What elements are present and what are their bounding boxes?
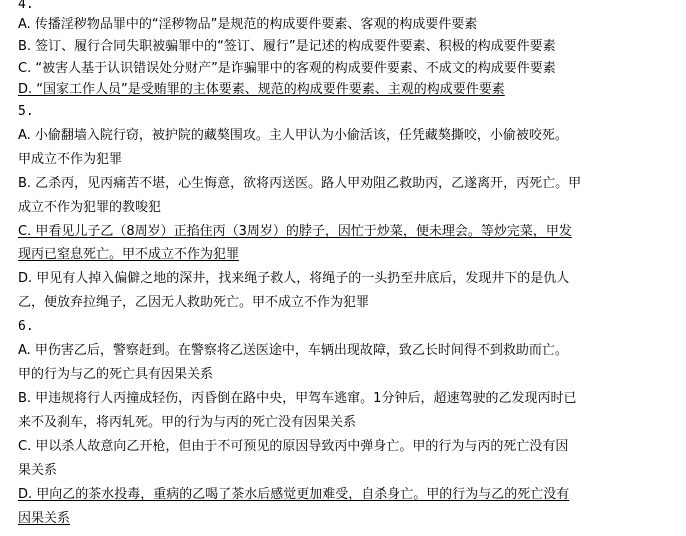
option-b-continued: 成立不作为犯罪的教唆犯 bbox=[18, 200, 162, 215]
option-d-continued: 乙，便放弃拉绳子，乙因无人救助死亡。甲不成立不作为犯罪 bbox=[18, 295, 370, 310]
question-number: 5. bbox=[18, 104, 34, 119]
option-a: A. 甲伤害乙后，警察赶到。在警察将乙送医途中，车辆出现故障，致乙长时间得不到救助而亡。 bbox=[18, 343, 568, 358]
option-c-continued: 果关系 bbox=[18, 463, 58, 478]
option-b: B. 甲违规将行人丙撞成轻伤，丙昏倒在路中央，甲驾车逃窜。1分钟后，超速驾驶的乙发现丙时已 bbox=[18, 391, 577, 406]
option-b: B. 乙杀丙，见丙痛苦不堪，心生悔意，欲将丙送医。路人甲劝阻乙救助丙，乙遂离开，丙死亡。甲 bbox=[18, 176, 582, 191]
option-b: B. 签订、履行合同失职被骗罪中的“签订、履行”是记述的构成要件要素、积极的构成要件要素 bbox=[18, 39, 556, 54]
option-d: D. 甲见有人掉入偏僻之地的深井，找来绳子救人，将绳子的一头扔至井底后，发现井下的是仇人 bbox=[18, 271, 570, 286]
option-a-continued: 甲成立不作为犯罪 bbox=[18, 152, 123, 167]
question-number: 4. bbox=[18, 0, 34, 12]
option-c: C. 甲以杀人故意向乙开枪，但由于不可预见的原因导致丙中弹身亡。甲的行为与丙的死亡没有因 bbox=[18, 439, 569, 454]
option-c-answer: C. 甲看见儿子乙（8周岁）正掐住丙（3周岁）的脖子，因忙于炒菜，便未理会。等炒完菜，甲发 bbox=[18, 224, 572, 239]
option-a: A. 传播淫秽物品罪中的“淫秽物品”是规范的构成要件要素、客观的构成要件要素 bbox=[18, 17, 478, 32]
option-c-answer-continued: 现丙已窒息死亡。甲不成立不作为犯罪 bbox=[18, 247, 240, 262]
option-d-answer: D. 甲向乙的茶水投毒，重病的乙喝了茶水后感觉更加难受，自杀身亡。甲的行为与乙的死亡没有 bbox=[18, 487, 570, 502]
option-b-continued: 来不及刹车，将丙轧死。甲的行为与丙的死亡没有因果关系 bbox=[18, 415, 357, 430]
option-c: C. “被害人基于认识错误处分财产”是诈骗罪中的客观的构成要件要素、不成文的构成要件要素 bbox=[18, 61, 556, 76]
option-a: A. 小偷翻墙入院行窃，被护院的藏獒围攻。主人甲认为小偷活该，任凭藏獒撕咬，小偷被咬死。 bbox=[18, 128, 568, 143]
question-number: 6. bbox=[18, 319, 34, 334]
option-d-answer: D. “国家工作人员”是受贿罪的主体要素、规范的构成要件要素、主观的构成要件要素 bbox=[18, 82, 505, 97]
option-d-answer-continued: 因果关系 bbox=[18, 511, 71, 526]
option-a-continued: 甲的行为与乙的死亡具有因果关系 bbox=[18, 367, 214, 382]
